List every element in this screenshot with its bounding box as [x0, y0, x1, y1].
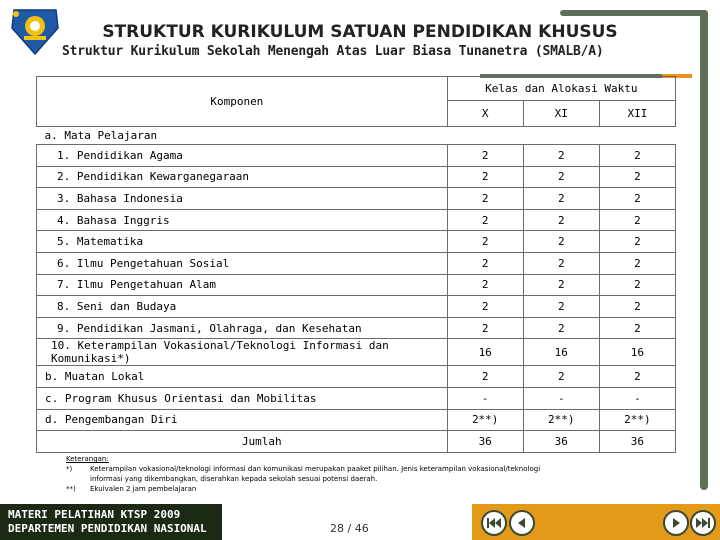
komponen-header: Komponen — [37, 77, 448, 127]
next-slide-button[interactable] — [663, 510, 689, 536]
hours-cell: 2 — [447, 274, 523, 296]
component-label: c. Program Khusus Orientasi dan Mobilitas — [37, 387, 448, 409]
hours-cell: 16 — [599, 339, 675, 366]
total-row — [37, 431, 676, 453]
table-row — [37, 166, 676, 188]
hours-cell: 2 — [599, 252, 675, 274]
total-cell: 36 — [523, 431, 599, 453]
total-label: Jumlah — [37, 431, 448, 453]
frame-right-bar — [700, 10, 708, 490]
footer-line-1: MATERI PELATIHAN KTSP 2009 — [8, 508, 181, 521]
page-title: STRUKTUR KURIKULUM SATUAN PENDIDIKAN KHUSUS — [102, 22, 618, 42]
table-row — [37, 339, 676, 366]
hours-cell: - — [599, 387, 675, 409]
prev-slide-button[interactable] — [509, 510, 535, 536]
prev-icon — [515, 516, 529, 530]
hours-cell: 2 — [599, 166, 675, 188]
table-row — [37, 231, 676, 253]
hours-cell: 2 — [599, 231, 675, 253]
note-text: Ekuivalen 2 jam pembelajaran — [90, 485, 197, 493]
hours-cell: 2 — [447, 209, 523, 231]
hours-cell: 2 — [523, 296, 599, 318]
last-slide-button[interactable] — [690, 510, 716, 536]
footer — [0, 504, 720, 540]
footer-line-2: DEPARTEMEN PENDIDIKAN NASIONAL — [8, 522, 207, 535]
table-row — [37, 188, 676, 210]
subject-label: 4. Bahasa Inggris — [37, 209, 448, 231]
hours-cell: 2 — [523, 366, 599, 388]
table-row — [37, 209, 676, 231]
table-row — [37, 387, 676, 409]
frame-top-bar — [560, 10, 708, 16]
hours-cell: 2 — [599, 317, 675, 339]
section-label: a. Mata Pelajaran — [37, 127, 676, 145]
hours-cell: 2**) — [599, 409, 675, 431]
hours-cell: 2 — [447, 317, 523, 339]
hours-cell: 2 — [523, 209, 599, 231]
subject-label: 8. Seni dan Budaya — [37, 296, 448, 318]
notes — [66, 454, 540, 494]
hours-cell: 2**) — [447, 409, 523, 431]
hours-cell: 2 — [599, 296, 675, 318]
hours-cell: 2 — [599, 274, 675, 296]
hours-cell: 2 — [599, 209, 675, 231]
hours-cell: 2 — [523, 274, 599, 296]
table-row — [37, 296, 676, 318]
curriculum-table — [36, 76, 676, 453]
last-icon — [695, 516, 711, 530]
note-item-continued — [66, 474, 540, 484]
alokasi-header: Kelas dan Alokasi Waktu — [447, 77, 675, 101]
component-label: b. Muatan Lokal — [37, 366, 448, 388]
notes-title: Keterangan: — [66, 455, 109, 463]
table-row — [37, 366, 676, 388]
table-row — [37, 317, 676, 339]
component-label: d. Pengembangan Diri — [37, 409, 448, 431]
hours-cell: 2 — [447, 166, 523, 188]
hours-cell: - — [447, 387, 523, 409]
class-header: XII — [599, 101, 675, 127]
note-item — [66, 464, 540, 474]
total-cell: 36 — [447, 431, 523, 453]
hours-cell: 2 — [599, 188, 675, 210]
hours-cell: 2 — [447, 296, 523, 318]
note-text: informasi yang dikembangkan, diserahkan kepada sekolah sesuai potensi daerah. — [90, 475, 378, 483]
class-header: X — [447, 101, 523, 127]
subject-label: 6. Ilmu Pengetahuan Sosial — [37, 252, 448, 274]
hours-cell: 2 — [523, 188, 599, 210]
subject-label: 5. Matematika — [37, 231, 448, 253]
note-mark: **) — [66, 485, 76, 493]
subject-label: 10. Keterampilan Vokasional/Teknologi Informasi dan Komunikasi*) — [37, 339, 448, 366]
hours-cell: 2 — [447, 366, 523, 388]
table-row — [37, 145, 676, 167]
hours-cell: 2 — [447, 231, 523, 253]
next-icon — [669, 516, 683, 530]
page-number: 28 / 46 — [330, 522, 369, 535]
subject-label: 2. Pendidikan Kewarganegaraan — [37, 166, 448, 188]
hours-cell: 2 — [447, 252, 523, 274]
hours-cell: 2 — [447, 188, 523, 210]
hours-cell: 2 — [523, 252, 599, 274]
hours-cell: 2 — [599, 366, 675, 388]
table-row — [37, 252, 676, 274]
note-item — [66, 484, 540, 494]
hours-cell: 16 — [447, 339, 523, 366]
hours-cell: 2 — [447, 145, 523, 167]
table-row — [37, 409, 676, 431]
table-row — [37, 274, 676, 296]
subject-label: 9. Pendidikan Jasmani, Olahraga, dan Kesehatan — [37, 317, 448, 339]
hours-cell: 2 — [523, 166, 599, 188]
hours-cell: 2 — [523, 231, 599, 253]
hours-cell: - — [523, 387, 599, 409]
hours-cell: 2**) — [523, 409, 599, 431]
hours-cell: 2 — [523, 145, 599, 167]
first-slide-button[interactable] — [481, 510, 507, 536]
total-cell: 36 — [599, 431, 675, 453]
first-icon — [486, 516, 502, 530]
footer-branding — [0, 504, 222, 540]
subject-label: 7. Ilmu Pengetahuan Alam — [37, 274, 448, 296]
hours-cell: 2 — [523, 317, 599, 339]
class-header: XI — [523, 101, 599, 127]
page-subtitle: Struktur Kurikulum Sekolah Menengah Atas Luar Biasa Tunanetra (SMALB/A) — [62, 44, 604, 59]
note-text: Keterampilan vokasional/teknologi informasi dan komunikasi merupakan paaket pilihan. Jenis keterampilan vokasional/teknologi — [90, 465, 541, 473]
subject-label: 3. Bahasa Indonesia — [37, 188, 448, 210]
note-mark: *) — [66, 465, 73, 473]
subject-label: 1. Pendidikan Agama — [37, 145, 448, 167]
hours-cell: 2 — [599, 145, 675, 167]
hours-cell: 16 — [523, 339, 599, 366]
